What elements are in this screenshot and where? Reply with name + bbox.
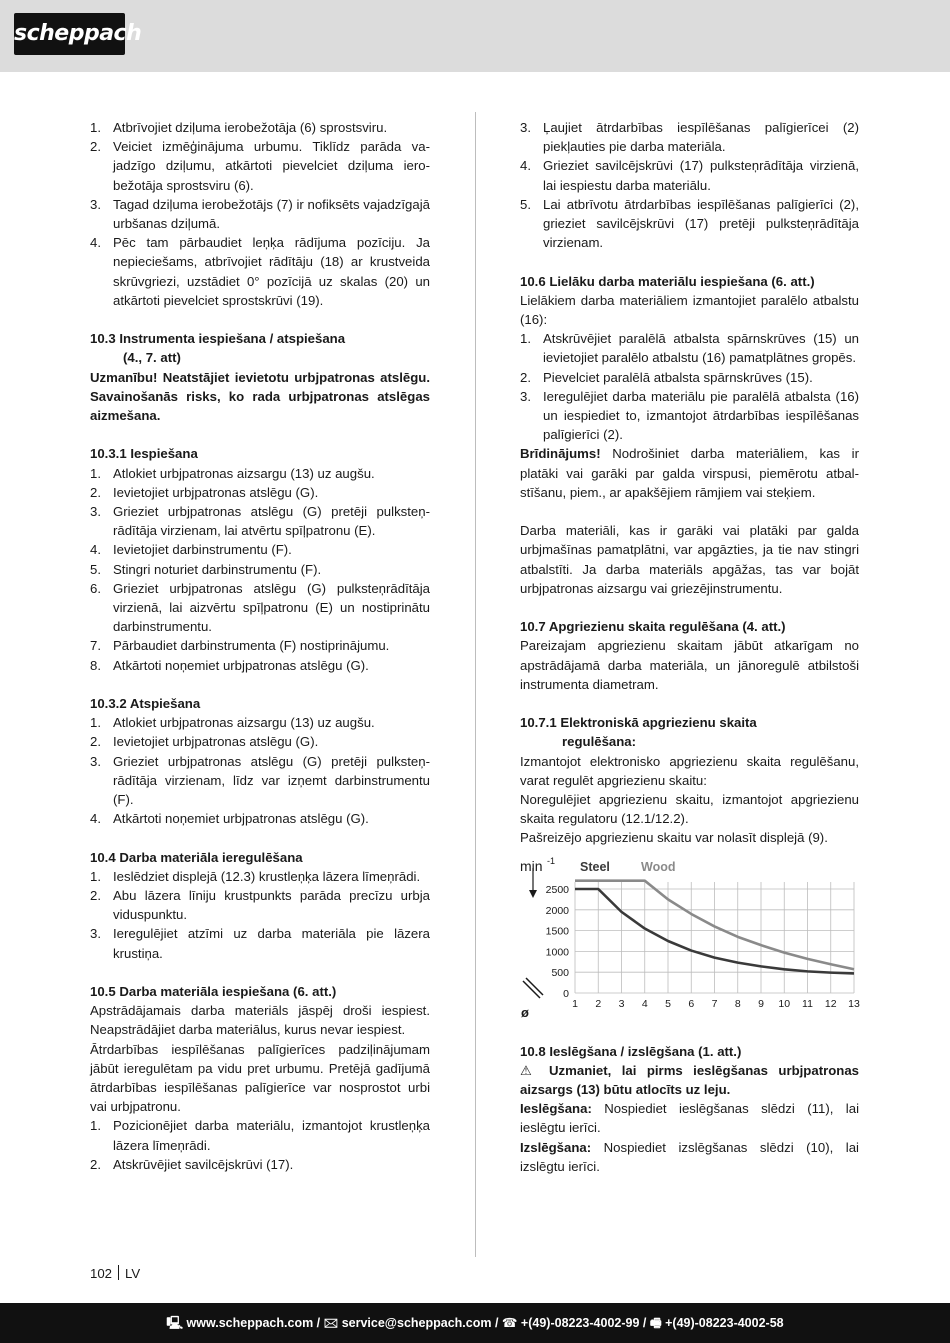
x-tick-label: 12 [824,997,837,1010]
switch-on-text: Nospiediet ieslēgšanas slēdzi (11), lai ieslēgtu ierīci. [520,1101,859,1136]
legend-label-steel: Steel [580,859,610,874]
list-item [90,502,430,540]
list-item-text: Atlokiet urbjpatronas aizsargu (13) uz augšu. [113,465,375,481]
x-axis-diameter-symbol: ø [521,1004,529,1020]
list-item [90,713,430,732]
section-10-8-warning-text: Uzmaniet, lai pirms ieslēgšanas urbjpatronas aizsargs (13) būtu atlocīts uz leju. [520,1062,859,1098]
section-10-3-2-title: 10.3.2 Atspiešana [90,696,201,712]
list-item-number: 2. [90,1156,101,1172]
section-10-5-paragraph-1: Apstrādājamais darba materiāls jāspēj droši iespiest. Neapstrādājiet darba materiālus, kurus nevar iespiest. [90,1003,430,1038]
list-item-text: Grieziet urbjpatronas atslēgu (G) pretēji pulksteņrādītāja virzienam, lai atvērtu spīļpatronu (E). [113,504,430,539]
section-10-7-paragraph: Pareizajam apgriezienu skaitam jābūt atkarīgam no apstrādājamā darba materiāla, un jānoregulē atbilstoši instrumenta diametram. [520,638,859,692]
section-10-3-1-title: 10.3.1 Iespiešana [90,446,198,462]
list-item [90,137,430,195]
list-item-number: 3. [90,196,101,212]
list-item [90,540,430,559]
list-item-text: Ieregulējiet darba materiālu pie paralēlā atbalsta (16) un iespiediet to, izmantojot ātrdarbības iespīlēšanas palīgierīci (2). [543,388,859,443]
list-item-number: 3. [90,504,101,520]
list-item-number: 2. [90,888,101,904]
section-10-7-1-paragraph-1: Izmantojot elektronisko apgriezienu skaita regulēšanu, varat regulēt apgriezienu skaitu: [520,753,859,788]
warning-text: Nodrošiniet darba materiāliem, kas ir platāki vai garāki par galda virspusi, piemērotu atbalstīšanu, piem., ar apakšējiem rāmjiem vai steķiem. [520,446,859,500]
list-item-text: Grieziet urbjpatronas atslēgu (G) pretēji pulksteņrādītāja virzienam, līdz var izņemt darbinstrumentu (F). [113,753,430,808]
switch-off-instruction [520,1138,859,1176]
list-item-text: Atkārtoti noņemiet urbjpatronas atslēgu (G). [113,657,369,673]
page-header [0,0,950,72]
list-item-text: Tagad dziļuma ierobežotājs (7) ir nofiksēts vajadzīgajā urbšanas dziļumā. [113,196,430,232]
list-item [90,656,430,675]
section-10-4-title: 10.4 Darba materiāla ieregulēšana [90,849,303,865]
intro-list [90,118,430,310]
list-item-text: Ieregulējiet atzīmi uz darba materiāla pie lāzera krustiņa. [113,926,430,961]
section-10-8-warning [520,1061,859,1099]
list-item-text: Ļaujiet ātrdarbības iespīlēšanas palīgierīcei (2) piekļauties pie darba materiāla. [543,120,859,155]
x-tick-label: 4 [641,997,648,1010]
list-item-number: 2. [90,484,101,500]
list-item-number: 1. [90,120,101,135]
y-tick-label: 2000 [545,904,569,917]
list-item-number: 1. [90,465,101,481]
list-item [520,387,859,445]
section-10-3-1-list [90,464,430,675]
list-item-text: Atskrūvējiet paralēlā atbalsta spārnskrūves (15) un ievietojiet paralēlo atbalstu (16) pamatplātnes gropēs. [543,331,859,366]
list-item-number: 7. [90,638,101,654]
list-item [90,867,430,886]
list-item-number: 1. [90,1118,101,1134]
list-item-text: Atkārtoti noņemiet urbjpatronas atslēgu (G). [113,811,369,827]
list-item [90,886,430,924]
list-item-number: 3. [90,926,101,942]
list-item-text: Lai atbrīvotu ātrdarbības iespīlēšanas palīgierīci (2), grieziet savilcējskrūvi (17) pretēji pulksteņrādītāja virzienam. [543,196,859,251]
section-10-5-title: 10.5 Darba materiāla iespiešana (6. att.) [90,984,337,1000]
list-item [90,636,430,655]
page-number-separator [118,1265,119,1280]
list-item [520,118,859,156]
x-tick-label: 7 [711,997,718,1010]
list-item-text: Pārbaudiet darbinstrumenta (F) nostiprinājumu. [113,638,390,654]
list-item [520,368,859,387]
list-item-number: 5. [90,561,101,577]
list-item-number: 4. [520,158,531,174]
list-item-text: Atskrūvējiet savilcējskrūvi (17). [113,1156,294,1172]
list-item-number: 4. [90,235,101,251]
list-item-text: Pēc tam pārbaudiet leņķa rādījuma pozīciju. Ja nepieciešams, atbrīvojiet rādītāju (18) ar krustveida skrūvgriezi, uzstādiet 0° pozīcijā uz skalas (20) un atkārtoti pievelciet sprostskrūvi (19). [113,235,430,308]
y-axis-label-superscript: -1 [547,855,556,866]
list-item [90,1155,430,1174]
list-item-text: Ievietojiet darbinstrumentu (F). [113,542,292,558]
list-item-text: Atbrīvojiet dziļuma ierobežotāja (6) sprostsviru. [113,120,388,135]
list-item-text: Ievietojiet urbjpatronas atslēgu (G). [113,484,319,500]
section-10-3-title-cont: (4., 7. att) [123,350,181,366]
x-tick-label: 10 [778,997,791,1010]
list-item-number: 1. [90,715,101,731]
list-item-number: 2. [90,139,101,155]
list-item-text: Pievelciet paralēlā atbalsta spārnskrūves (15). [543,369,813,385]
legend-label-wood: Wood [641,859,676,874]
section-10-6-title: 10.6 Lielāku darba materiālu iespiešana (6. att.) [520,273,815,289]
list-item-number: 1. [520,331,531,347]
list-item-text: Ieslēdziet displejā (12.3) krustleņķa lāzera līmeņrādi. [113,868,421,884]
x-tick-label: 11 [802,997,813,1010]
list-item [90,809,430,828]
section-10-4-list [90,867,430,963]
section-10-7-1-paragraph-2: Noregulējiet apgriezienu skaitu, izmantojot apgriezienu skaita regulatoru (12.1/12.2). [520,792,859,827]
section-10-7-1-paragraph-3: Pašreizējo apgriezienu skaitu var nolasīt displejā (9). [520,830,828,846]
section-10-6-paragraph-1: Lielākiem darba materiāliem izmantojiet paralēlo atbalstu (16): [520,292,859,328]
column-divider [475,112,476,1257]
section-10-7-1-title: 10.7.1 Elektroniskā apgriezienu skaita [520,715,757,731]
section-10-6-paragraph-2: Darba materiāli, kas ir garāki vai platāki par galda urbjmašīnas pamatplātni, var apgāzties, ja tie nav stingri atbalstīti. Ja darba materiāls apgāžas, tas var bojāt urbjpatronas aizsargu vai griezējinstrumentu. [520,523,859,596]
list-item-text: Grieziet savilcējskrūvi (17) pulksteņrādītāja virzienā, lai iespiestu darba materiālu. [543,158,859,193]
section-10-3-warning: Uzmanību! Neatstājiet ievietotu urbjpatronas atslēgu. Savainošanās risks, ko rada urbjpatronas atslēgas aizmešana. [90,369,430,424]
x-tick-label: 9 [758,997,764,1010]
section-10-7-title: 10.7 Apgriezienu skaita regulēšana (4. att.) [520,619,786,635]
list-item [520,156,859,194]
list-item [90,752,430,810]
x-tick-label: 2 [595,997,602,1010]
list-item-number: 2. [520,369,531,385]
switch-off-text: Nospiediet izslēgšanas slēdzi (10), lai izslēgtu ierīci. [520,1139,859,1174]
y-axis-arrow-head [529,890,537,898]
list-item [90,464,430,483]
page-language: LV [125,1266,141,1281]
right-column [520,118,859,1176]
list-item [90,579,430,637]
list-item-number: 3. [90,753,101,769]
list-item-number: 3. [520,388,531,404]
list-item-text: Stingri noturiet darbinstrumentu (F). [113,561,322,577]
list-item [90,195,430,233]
list-item [90,560,430,579]
section-10-3-2-list [90,713,430,828]
y-tick-label: 1000 [545,946,569,959]
x-tick-label: 3 [618,997,625,1010]
list-item-number: 1. [90,868,101,884]
list-item-text: Veiciet izmēģinājuma urbumu. Tiklīdz parāda vajadzīgo dziļumu, atkārtoti pievelciet dziļuma ierobežotāja sprostsviru (6). [113,139,430,193]
section-10-8-title: 10.8 Ieslēgšana / izslēgšana (1. att.) [520,1043,742,1059]
footer-contact-text: 🖳 www.scheppach.com / 🖂 service@scheppach.com / ☎ +(49)-08223-4002-99 / 🖷 +(49)-08223-4002-58 [166,1316,784,1330]
list-item [90,483,430,502]
speed-chart [520,856,859,1028]
switch-off-lead: Izslēgšana: [520,1139,592,1155]
list-item-text: Grieziet urbjpatronas atslēgu (G) pulksteņrādītāja virzienā, lai aizvērtu spīļpatronu (E) un nostiprinātu darbinstrumentu. [113,580,430,635]
list-item [90,118,430,137]
left-column [90,118,430,1174]
warning-lead: Brīdinājums! [520,446,601,462]
list-item [90,924,430,962]
scheppach-logo: scheppach [14,13,125,55]
section-10-5-list [90,1116,430,1174]
list-item-number: 2. [90,734,101,750]
list-item-number: 4. [90,542,101,558]
y-axis-label: min [520,857,543,874]
page-footer [0,1303,950,1343]
list-item [520,195,859,253]
y-tick-label: 1500 [545,925,569,938]
list-item-number: 4. [90,811,101,827]
section-10-6-list [520,329,859,444]
section-10-7-1-title-cont: regulēšana: [562,734,637,750]
y-tick-label: 500 [551,966,569,979]
switch-on-instruction [520,1099,859,1137]
drill-bit-icon [523,978,543,998]
list-item-number: 8. [90,657,101,673]
page-number-value: 102 [90,1266,113,1281]
x-tick-label: 1 [572,997,578,1010]
list-item [90,732,430,751]
list-item-text: Atlokiet urbjpatronas aizsargu (13) uz augšu. [113,715,375,731]
list-item-number: 6. [90,580,101,596]
x-tick-label: 5 [665,997,671,1010]
section-10-5-paragraph-2: Ātrdarbības iespīlēšanas palīgierīces padziļinājumam jābūt ieregulētam pa vidu pret urbumu. Pretējā gadījumā ātrdarbības iespīlēšanas palīgierīce var nosprostot urbi vai urbjpatronu. [90,1041,430,1115]
list-item [520,329,859,367]
x-tick-label: 13 [848,997,860,1010]
list-item-number: 3. [520,120,531,135]
list-item [90,1116,430,1154]
warning-triangle-icon: ⚠ [520,1062,539,1078]
speed-chart-svg [520,856,865,1028]
continued-list [520,118,859,252]
x-tick-label: 6 [688,997,695,1010]
y-tick-label: 0 [563,987,569,1000]
switch-on-lead: Ieslēgšana: [520,1101,592,1117]
page-number [90,1265,140,1281]
list-item-text: Pozicionējiet darba materiālu, izmantojot krustleņķa lāzera līmeņrādi. [113,1118,430,1153]
list-item-text: Abu lāzera līniju krustpunkts parāda precīzu urbja viduspunktu. [113,888,430,923]
list-item [90,233,430,310]
x-tick-label: 8 [734,997,741,1010]
list-item-text: Ievietojiet urbjpatronas atslēgu (G). [113,734,319,750]
section-10-3-title: 10.3 Instrumenta iespiešana / atspiešana [90,331,346,347]
list-item-number: 5. [520,196,531,212]
y-tick-label: 2500 [545,883,569,896]
section-10-6-warning [520,444,859,502]
